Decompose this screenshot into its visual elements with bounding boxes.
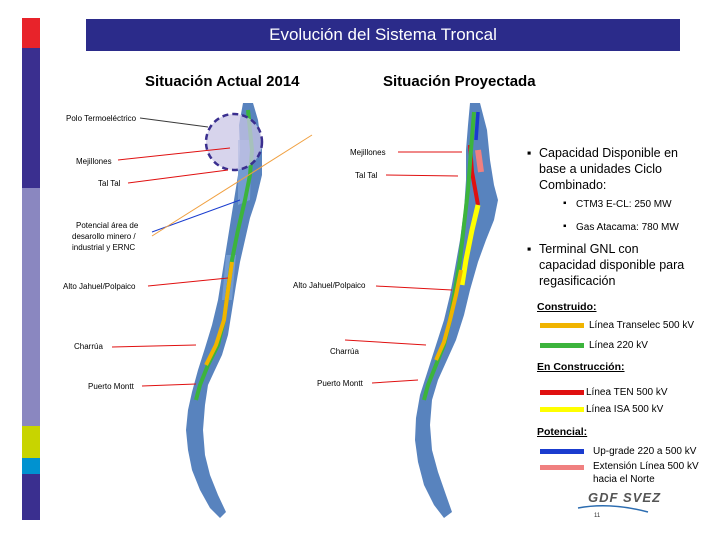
sub-bullet-2-marker: ▪ <box>563 221 567 232</box>
label-potencial-3: industrial y ERNC <box>72 243 136 252</box>
right-upgrade-line <box>476 112 478 140</box>
heading-projected: Situación Proyectada <box>383 73 536 90</box>
pointer-charrua-right <box>345 340 426 345</box>
pointer-polo <box>140 118 208 127</box>
label-alto-jahuel-left: Alto Jahuel/Polpaico <box>63 282 136 291</box>
pointer-pmontt-right <box>372 380 418 383</box>
legend-construido-heading: Construido: <box>537 301 597 313</box>
bullet-1-line-3: Combinado: <box>539 178 607 192</box>
bullet-2-marker: ▪ <box>527 242 532 256</box>
polo-highlight-circle <box>206 114 262 170</box>
logo-swoosh <box>578 506 648 512</box>
label-alto-jahuel-right: Alto Jahuel/Polpaico <box>293 281 366 290</box>
bullet-1-marker: ▪ <box>527 146 532 160</box>
label-puerto-montt-left: Puerto Montt <box>88 382 134 391</box>
legend-transelec-label: Línea Transelec 500 kV <box>589 320 695 331</box>
legend-upgrade-label: Up-grade 220 a 500 kV <box>593 446 697 457</box>
legend-potencial-heading: Potencial: <box>537 426 588 438</box>
label-charrua-left: Charrúa <box>74 342 103 351</box>
bullet-1-line-1: Capacidad Disponible en <box>539 146 678 160</box>
page-title: Evolución del Sistema Troncal <box>269 25 497 44</box>
bullet-2-line-2: capacidad disponible para <box>539 258 685 272</box>
sub-bullet-2: Gas Atacama: 780 MW <box>576 222 679 233</box>
legend-transelec-swatch <box>540 323 584 328</box>
gdf-suez-logo: GDF SVEZ <box>588 490 662 505</box>
label-mejillones-left: Mejillones <box>76 157 112 166</box>
page-number: 11 <box>594 513 601 519</box>
label-mejillones-right: Mejillones <box>350 148 386 157</box>
pointer-pmontt-left <box>142 384 196 386</box>
legend-ten-swatch <box>540 390 584 395</box>
right-chile-map <box>415 103 498 518</box>
label-potencial-2: desarollo minero / <box>72 232 136 241</box>
pointer-charrua-left <box>112 345 196 347</box>
legend-upgrade-swatch <box>540 449 584 454</box>
right-extension-line <box>478 150 481 172</box>
pointer-taltal-left <box>128 170 228 183</box>
label-puerto-montt-right: Puerto Montt <box>317 379 363 388</box>
legend-ten-label: Línea TEN 500 kV <box>586 387 668 398</box>
legend-extension-label-1: Extensión Línea 500 kV <box>593 461 699 472</box>
pointer-taltal-right <box>386 175 458 176</box>
bullet-1-line-2: base a unidades Ciclo <box>539 162 662 176</box>
label-taltal-right: Tal Tal <box>355 171 378 180</box>
label-polo-termoelectrico: Polo Termoeléctrico <box>66 114 137 123</box>
label-charrua-right: Charrúa <box>330 347 359 356</box>
legend-isa-label: Línea ISA 500 kV <box>586 404 664 415</box>
pointer-alto-left <box>148 278 228 286</box>
legend-extension-label-2: hacia el Norte <box>593 474 655 485</box>
pointer-alto-right <box>376 286 452 290</box>
bullet-2-line-3: regasificación <box>539 274 616 288</box>
bullet-2-line-1: Terminal GNL con <box>539 242 639 256</box>
heading-current: Situación Actual 2014 <box>145 73 300 90</box>
legend-extension-swatch <box>540 465 584 470</box>
label-taltal-left: Tal Tal <box>98 179 121 188</box>
legend-220kv-swatch <box>540 343 584 348</box>
sub-bullet-1-marker: ▪ <box>563 198 567 209</box>
legend-220kv-label: Línea 220 kV <box>589 340 648 351</box>
label-potencial-1: Potencial área de <box>76 221 139 230</box>
legend-en-construccion-heading: En Construcción: <box>537 361 625 373</box>
legend-isa-swatch <box>540 407 584 412</box>
sub-bullet-1: CTM3 E-CL: 250 MW <box>576 199 672 210</box>
